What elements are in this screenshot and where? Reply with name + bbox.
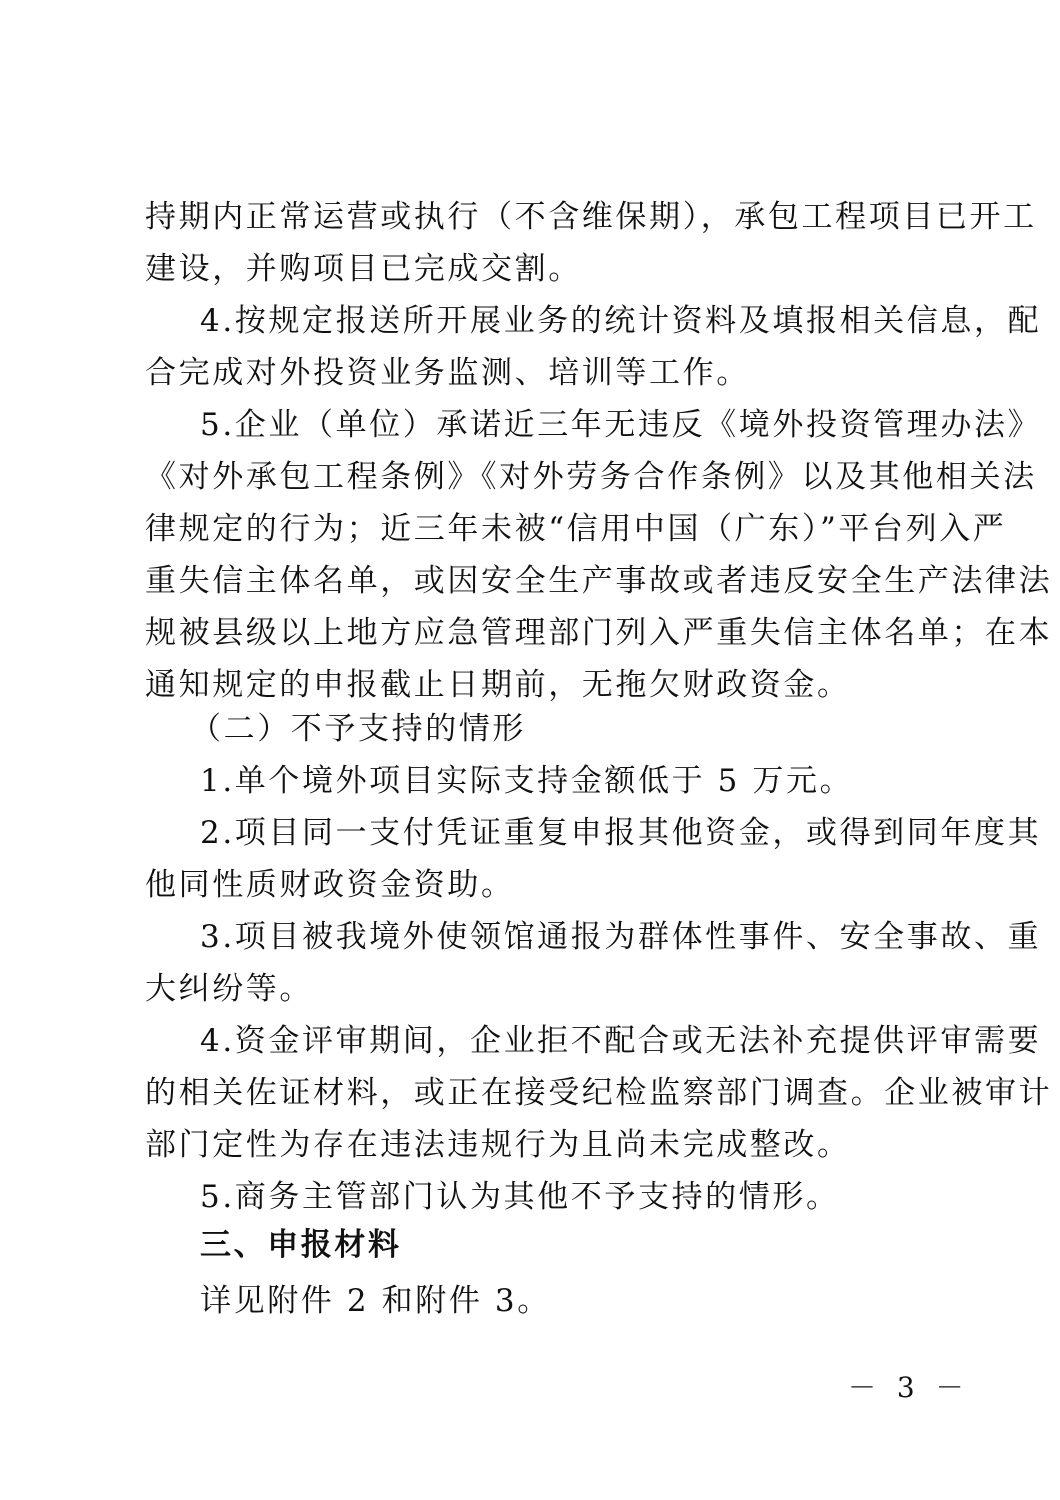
paragraph-line: 合完成对外投资业务监测、培训等工作。	[145, 355, 750, 391]
paragraph-line: 5.商务主管部门认为其他不予支持的情形。	[200, 1179, 840, 1215]
paragraph-line: 律规定的行为；近三年未被“信用中国（广东）”平台列入严	[145, 511, 1007, 547]
paragraph-line: 4.资金评审期间，企业拒不配合或无法补充提供评审需要	[200, 1023, 1042, 1059]
page-number: － 3 －	[848, 1371, 970, 1404]
paragraph-line: 部门定性为存在违法违规行为且尚未完成整改。	[145, 1127, 851, 1163]
paragraph-line: 大纠纷等。	[145, 971, 313, 1007]
paragraph-line: 建设，并购项目已完成交割。	[145, 251, 582, 287]
section-heading: 三、申报材料	[200, 1227, 402, 1263]
paragraph-line: 他同性质财政资金资助。	[145, 867, 515, 903]
paragraph-line: 规被县级以上地方应急管理部门列入严重失信主体名单；在本	[145, 615, 1053, 651]
paragraph-line: 5.企业（单位）承诺近三年无违反《境外投资管理办法》	[200, 407, 1042, 443]
paragraph-line: 《对外承包工程条例》《对外劳务合作条例》以及其他相关法	[145, 459, 1037, 495]
paragraph-line: 持期内正常运营或执行（不含维保期），承包工程项目已开工	[145, 199, 1037, 235]
paragraph-line: 通知规定的申报截止日期前，无拖欠财政资金。	[145, 667, 851, 703]
paragraph-line: 3.项目被我境外使领馆通报为群体性事件、安全事故、重	[200, 919, 1042, 955]
paragraph-line: 的相关佐证材料，或正在接受纪检监察部门调查。企业被审计	[145, 1075, 1053, 1111]
paragraph-line: 详见附件 2 和附件 3。	[200, 1283, 551, 1319]
paragraph-line: 2.项目同一支付凭证重复申报其他资金，或得到同年度其	[200, 815, 1042, 851]
paragraph-line: 4.按规定报送所开展业务的统计资料及填报相关信息，配	[200, 303, 1042, 339]
paragraph-line: 1.单个境外项目实际支持金额低于 5 万元。	[200, 763, 854, 799]
section-subheading: （二）不予支持的情形	[190, 711, 526, 747]
paragraph-line: 重失信主体名单，或因安全生产事故或者违反安全生产法律法	[145, 563, 1053, 599]
